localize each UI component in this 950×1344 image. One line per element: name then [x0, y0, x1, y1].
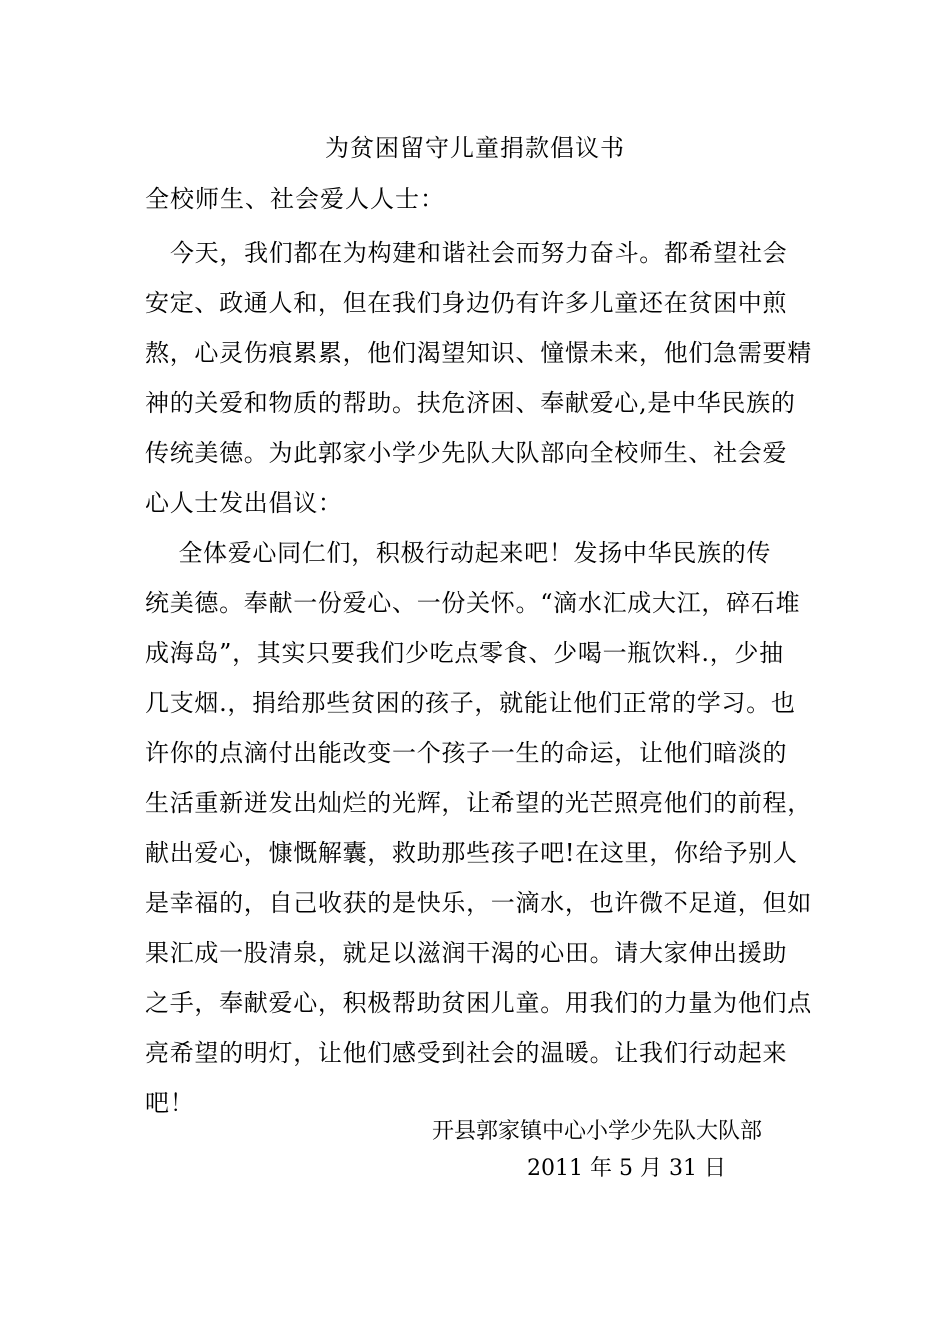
- text-line: 几支烟.，捐给那些贫困的孩子，就能让他们正常的学习。也: [145, 689, 796, 717]
- signature: 开县郭家镇中心小学少先队大队部: [432, 1119, 763, 1144]
- text-line: 心人士发出倡议：: [145, 489, 343, 517]
- text-line: 生活重新迸发出灿烂的光辉，让希望的光芒照亮他们的前程，: [145, 789, 812, 817]
- document-body: [145, 228, 825, 1128]
- text-line: 神的关爱和物质的帮助。扶危济困、奉献爱心,是中华民族的: [145, 389, 796, 417]
- paragraph-1: [145, 228, 825, 528]
- text-line: 安定、政通人和，但在我们身边仍有许多儿童还在贫困中煎: [145, 289, 788, 317]
- salutation: 全校师生、社会爱人人士：: [145, 185, 445, 213]
- text-line: 是幸福的，自己收获的是快乐，一滴水，也许微不足道，但如: [145, 889, 812, 917]
- paragraph-2: [145, 528, 825, 1128]
- text-line: 献出爱心，慷慨解囊，救助那些孩子吧!在这里，你给予别人: [145, 839, 798, 867]
- text-line: 果汇成一股清泉，就足以滋润干渴的心田。请大家伸出援助: [145, 939, 788, 967]
- text-line: 亮希望的明灯，让他们感受到社会的温暖。让我们行动起来: [145, 1039, 788, 1067]
- text-line: 今天，我们都在为构建和谐社会而努力奋斗。都希望社会: [145, 239, 788, 267]
- text-line: 成海岛”，其实只要我们少吃点零食、少喝一瓶饮料.，少抽: [145, 639, 784, 667]
- text-line: 全体爱心同仁们，积极行动起来吧！发扬中华民族的传: [145, 539, 772, 567]
- text-line: 熬，心灵伤痕累累，他们渴望知识、憧憬未来，他们急需要精: [145, 339, 812, 367]
- date: 2011 年 5 月 31 日: [527, 1156, 726, 1181]
- document-title: 为贫困留守儿童捐款倡议书: [325, 134, 625, 162]
- text-line: 吧！: [145, 1089, 195, 1117]
- text-line: 传统美德。为此郭家小学少先队大队部向全校师生、社会爱: [145, 439, 788, 467]
- text-line: 统美德。奉献一份爱心、一份关怀。“滴水汇成大江，碎石堆: [145, 589, 801, 617]
- text-line: 之手，奉献爱心，积极帮助贫困儿童。用我们的力量为他们点: [145, 989, 812, 1017]
- text-line: 许你的点滴付出能改变一个孩子一生的命运，让他们暗淡的: [145, 739, 788, 767]
